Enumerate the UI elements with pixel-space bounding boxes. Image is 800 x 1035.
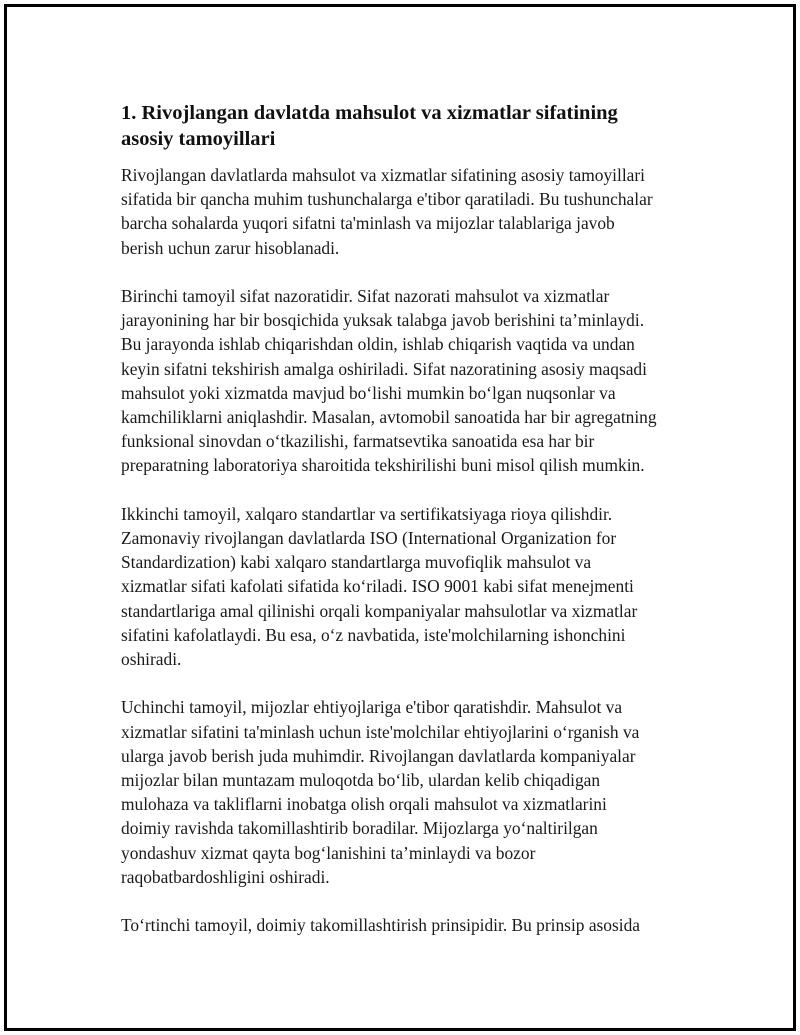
- text-line: kamchiliklarni aniqlashdir. Masalan, avtomobil sanoatida har bir agregatning: [121, 407, 657, 428]
- text-line: yondashuv xizmat qayta bog‘lanishini ta’minlaydi va bozor: [121, 842, 536, 863]
- text-line: barcha sohalarda yuqori sifatni ta'minlash va mijozlar talablariga javob: [121, 213, 615, 234]
- paragraph-principle-2: [121, 502, 701, 671]
- text-line: sifatini kafolatlaydi. Bu esa, o‘z navbatida, iste'molchilarning ishonchini: [121, 624, 626, 645]
- heading-line: asosiy tamoyillari: [121, 128, 276, 150]
- text-line: berish uchun zarur hisoblanadi.: [121, 237, 340, 258]
- text-line: ularga javob berish juda muhimdir. Rivojlangan davlatlarda kompaniyalar: [121, 745, 636, 766]
- text-line: Uchinchi tamoyil, mijozlar ehtiyojlariga e'tibor qaratishdir. Mahsulot va: [121, 697, 623, 718]
- section-heading: [121, 100, 701, 152]
- text-line: Zamonaviy rivojlangan davlatlarda ISO (International Organization for: [121, 528, 617, 549]
- paragraph-intro: [121, 163, 701, 260]
- text-line: Bu jarayonda ishlab chiqarishdan oldin, ishlab chiqarish vaqtida va undan: [121, 334, 635, 355]
- text-line: sifatida bir qancha muhim tushunchalarga e'tibor qaratiladi. Bu tushunchalar: [121, 189, 653, 210]
- text-line: Ikkinchi tamoyil, xalqaro standartlar va sertifikatsiyaga rioya qilishdir.: [121, 503, 613, 524]
- text-line: xizmatlar sifati kafolati sifatida ko‘riladi. ISO 9001 kabi sifat menejmenti: [121, 576, 634, 597]
- text-line: oshiradi.: [121, 649, 182, 670]
- text-line: preparatning laboratoriya sharoitida tekshirilishi buni misol qilish mumkin.: [121, 455, 645, 476]
- text-line: funksional sinovdan o‘tkazilishi, farmatsevtika sanoatida esa har bir: [121, 431, 595, 452]
- text-line: mulohaza va takliflarni inobatga olish orqali mahsulot va xizmatlarini: [121, 794, 607, 815]
- heading-line: 1. Rivojlangan davlatda mahsulot va xizmatlar sifatining: [121, 102, 618, 124]
- paragraph-principle-3: [121, 695, 701, 889]
- text-line: xizmatlar sifatini ta'minlash uchun iste'molchilar ehtiyojlarini o‘rganish va: [121, 721, 640, 742]
- text-line: Rivojlangan davlatlarda mahsulot va xizmatlar sifatining asosiy tamoyillari: [121, 165, 646, 185]
- paragraph-principle-1: [121, 284, 701, 478]
- text-line: doimiy ravishda takomillashtirib boradilar. Mijozlarga yo‘naltirilgan: [121, 818, 598, 839]
- text-line: jarayonining har bir bosqichida yuksak talabga javob berishini ta’minlaydi.: [121, 310, 645, 331]
- text-line: standartlariga amal qilinishi orqali kompaniyalar mahsulotlar va xizmatlar: [121, 600, 638, 621]
- text-line: Birinchi tamoyil sifat nazoratidir. Sifat nazorati mahsulot va xizmatlar: [121, 286, 610, 306]
- text-line: raqobatbardoshligini oshiradi.: [121, 866, 330, 887]
- page-frame: [4, 4, 796, 1031]
- text-line: To‘rtinchi tamoyil, doimiy takomillashtirish prinsipidir. Bu prinsip asosida: [121, 915, 641, 936]
- document-body: [121, 100, 701, 962]
- paragraph-principle-4: [121, 913, 701, 937]
- text-line: Standardization) kabi xalqaro standartlarga muvofiqlik mahsulot va: [121, 552, 592, 573]
- text-line: mijozlar bilan muntazam muloqotda bo‘lib, ulardan kelib chiqadigan: [121, 770, 601, 791]
- text-line: keyin sifatni tekshirish amalga oshiriladi. Sifat nazoratining asosiy maqsadi: [121, 358, 647, 379]
- text-line: mahsulot yoki xizmatda mavjud bo‘lishi mumkin bo‘lgan nuqsonlar va: [121, 382, 616, 403]
